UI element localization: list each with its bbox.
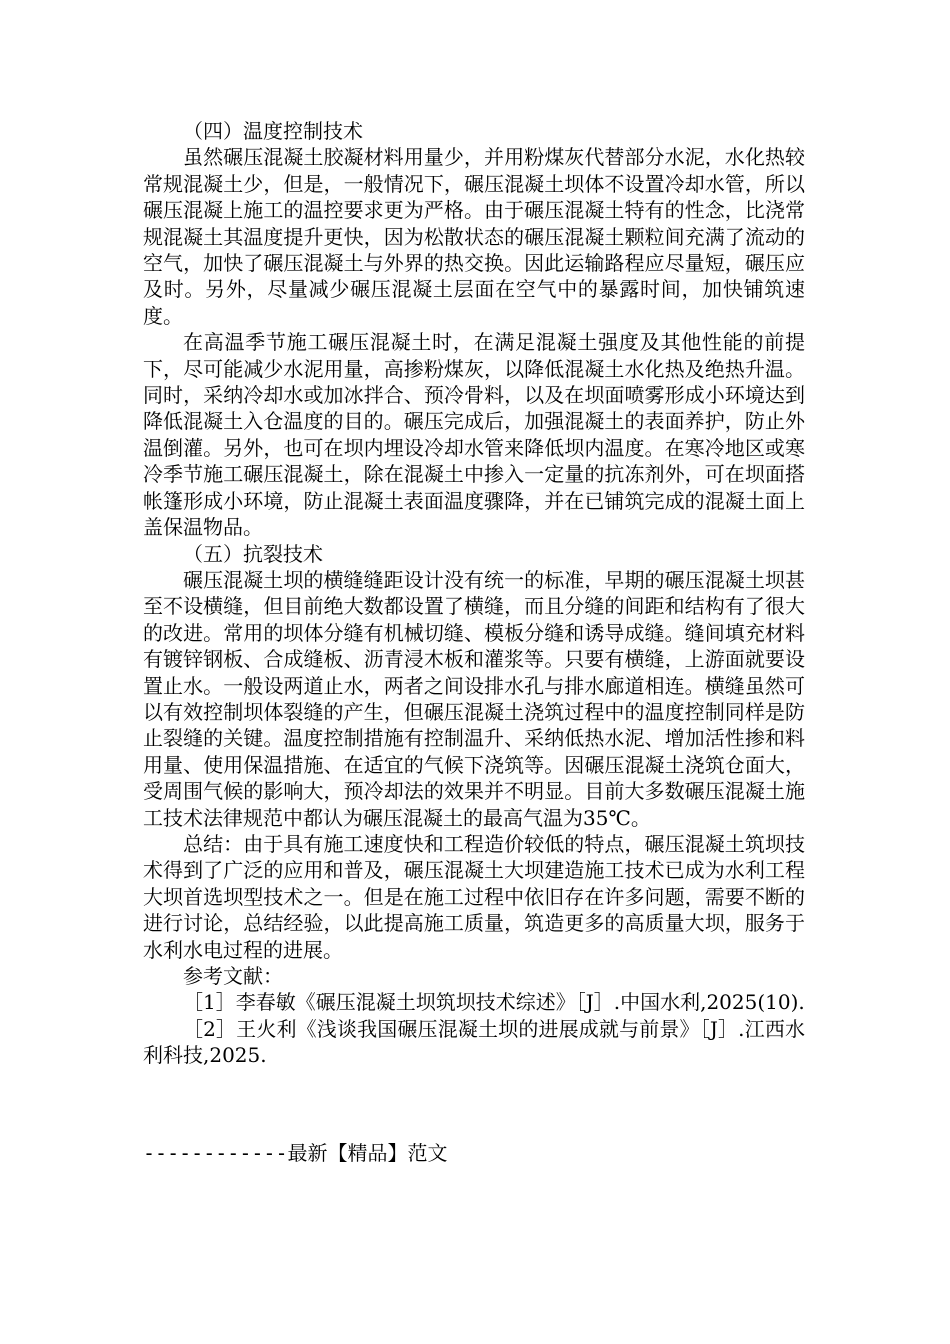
reference-item-1: ［1］李春敏《碾压混凝土坝筑坝技术综述》［J］.中国水利,2025(10).	[183, 990, 805, 1015]
page-footer: ------------最新【精品】范文	[143, 1141, 448, 1165]
paragraph-temperature-control-1: 虽然碾压混凝土胶凝材料用量少，并用粉煤灰代替部分水泥，水化热较常规混凝土少，但是，一般情况下，碾压混凝土坝体不设置冷却水管，所以碾压混凝上施工的温控要求更为严格。由于碾压混凝土特有的性念，比浇常规混凝土其温度提升更快，因为松散状态的碾压混凝土颗粒间充满了流动的空气，加快了碾压混凝土与外界的热交换。因此运输路程应尽量短，碾压应及时。另外，尽量减少碾压混凝土层面在空气中的暴露时间，加快铺筑速度。	[143, 145, 805, 328]
document-body	[143, 118, 805, 1069]
references-heading: 参考文献：	[183, 964, 283, 988]
reference-item-2: ［2］王火利《浅谈我国碾压混凝土坝的进展成就与前景》［J］.江西水利科技,2025.	[143, 1016, 805, 1068]
paragraph-temperature-control-2: 在高温季节施工碾压混凝土时，在满足混凝土强度及其他性能的前提下，尽可能减少水泥用量，高掺粉煤灰，以降低混凝土水化热及绝热升温。同时，采纳冷却水或加冰拌合、预冷骨料，以及在坝面喷雾形成小环境达到降低混凝土入仓温度的目的。碾压完成后，加强混凝土的表面养护，防止外温倒灌。另外，也可在坝内埋设冷却水管来降低坝内温度。在寒冷地区或寒冷季节施工碾压混凝土，除在混凝土中掺入一定量的抗冻剂外，可在坝面搭帐篷形成小环境，防止混凝土表面温度骤降，并在已铺筑完成的混凝土面上盖保温物品。	[143, 330, 805, 540]
paragraph-summary: 总结：由于具有施工速度快和工程造价较低的特点，碾压混凝土筑坝技术得到了广泛的应用和普及，碾压混凝土大坝建造施工技术已成为水利工程大坝首选坝型技术之一。但是在施工过程中依旧存在许多问题，需要不断的进行讨论，总结经验，以此提高施工质量，筑造更多的高质量大坝，服务于水利水电过程的进展。	[143, 831, 805, 962]
section-heading-temperature-control: （四）温度控制技术	[183, 119, 363, 143]
section-heading-crack-resistance: （五）抗裂技术	[183, 541, 323, 566]
paragraph-crack-resistance: 碾压混凝土坝的横缝缝距设计没有统一的标准，早期的碾压混凝土坝甚至不设横缝，但目前绝大数都设置了横缝，而且分缝的间距和结构有了很大的改进。常用的坝体分缝有机械切缝、模板分缝和诱导成缝。缝间填充材料有镀锌钢板、合成缝板、沥青浸木板和灌浆等。只要有横缝，上游面就要设置止水。一般设两道止水，两者之间设排水孔与排水廊道相连。横缝虽然可以有效控制坝体裂缝的产生，但碾压混凝土浇筑过程中的温度控制同样是防止裂缝的关键。温度控制措施有控制温升、采纳低热水泥、增加活性掺和料用量、使用保温措施、在适宜的气候下浇筑等。因碾压混凝土浇筑仓面大，受周围气候的影响大，预冷却法的效果并不明显。目前大多数碾压混凝土施工技术法律规范中都认为碾压混凝土的最高气温为35℃。	[143, 567, 805, 830]
